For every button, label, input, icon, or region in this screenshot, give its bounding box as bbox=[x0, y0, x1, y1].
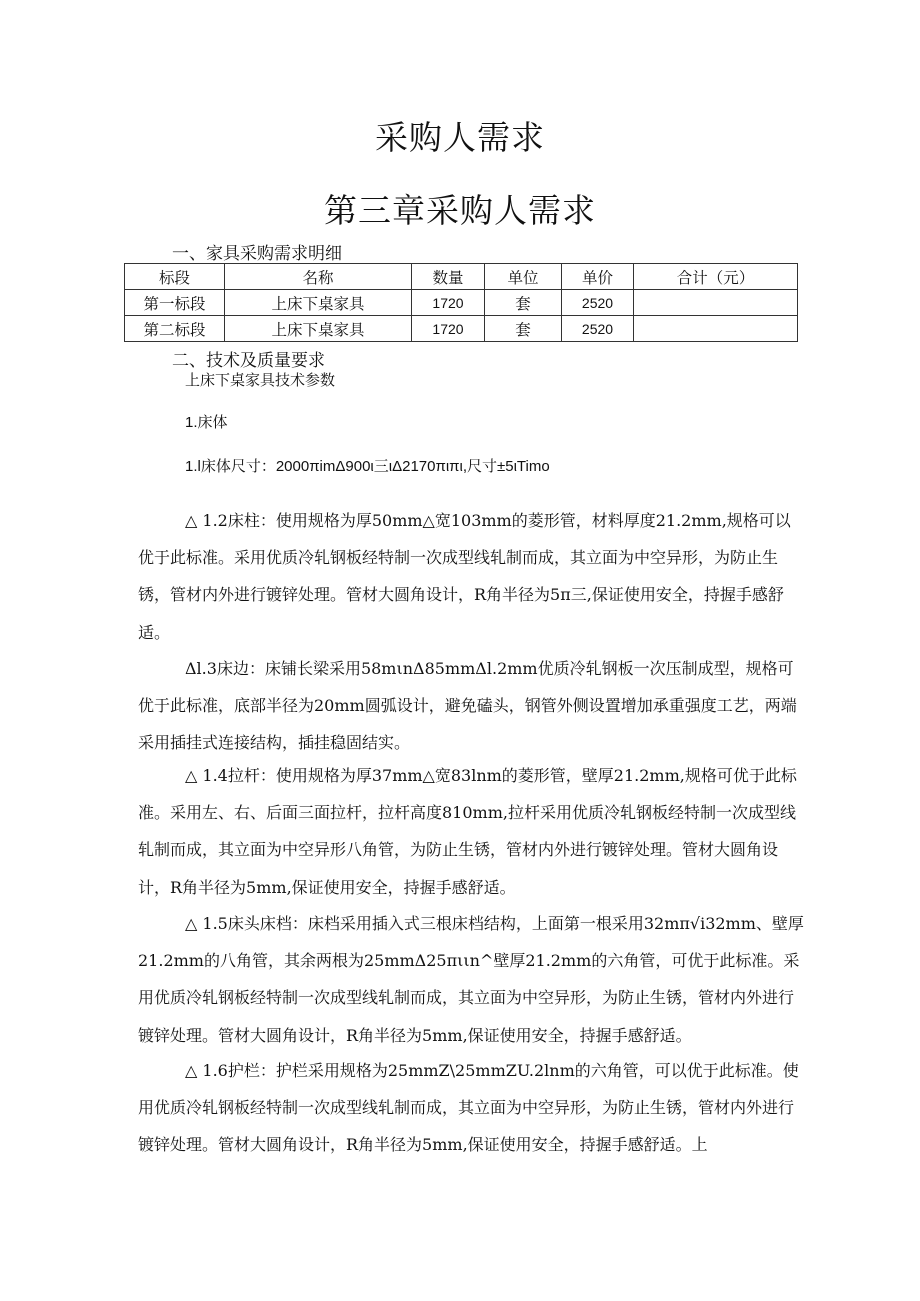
table-cell: 2520 bbox=[562, 290, 634, 316]
paragraph-guardrail: △ 1.6护栏：护栏采用规格为25mmZ\25mmZU.2lnm的六角管，可以优于此标准。使用优质冷轧钢板经特制一次成型线轧制而成，其立面为中空异形，为防止生锈，管材内外进行镀锌处理。管材大圆角设计，R角半径为5mm,保证使用安全，持握手感舒适。上 bbox=[138, 1061, 799, 1155]
table-cell: 第二标段 bbox=[125, 316, 225, 342]
table-header-cell: 名称 bbox=[225, 264, 412, 290]
table-cell: 上床下桌家具 bbox=[225, 316, 412, 342]
table-row bbox=[125, 290, 798, 316]
table-header-row bbox=[125, 264, 798, 290]
paragraph-bed-side: Δl.3床边：床铺长梁采用58mιnΔ85mmΔl.2mm优质冷轧钢板一次压制成型，规格可优于此标准，底部半径为20mm圆弧设计，避免磕头，钢管外侧设置增加承重强度工艺，两端采用插挂式连接结构，插挂稳固结实。 bbox=[138, 659, 797, 753]
requirements-table bbox=[124, 263, 798, 342]
table-cell: 2520 bbox=[562, 316, 634, 342]
paragraph-bed-post: △ 1.2床柱：使用规格为厚50mm△宽103mm的菱形管，材料厚度21.2mm,规格可以优于此标准。采用优质冷轧钢板经特制一次成型线轧制而成，其立面为中空异形，为防止生锈，管材内外进行镀锌处理。管材大圆角设计，R角半径为5π三,保证使用安全，持握手感舒适。 bbox=[138, 511, 791, 642]
item-bed-size: 1.l床体尺寸：2000πimΔ900ι三ιΔ2170πιπι,尺寸±5ιTimo bbox=[185, 458, 550, 475]
table-row bbox=[125, 316, 798, 342]
section-heading-1: 一、家具采购需求明细 bbox=[172, 244, 342, 264]
table-cell: 上床下桌家具 bbox=[225, 290, 412, 316]
table-cell: 第一标段 bbox=[125, 290, 225, 316]
table-header-cell: 单位 bbox=[485, 264, 562, 290]
chapter-title: 第三章采购人需求 bbox=[324, 191, 596, 230]
table-header-cell: 标段 bbox=[125, 264, 225, 290]
paragraph-headboard: △ 1.5床头床档：床档采用插入式三根床档结构，上面第一根采用32mπ√i32mm、壁厚21.2mm的八角管，其余两根为25mmΔ25πιιn^壁厚21.2mm的六角管，可优于此标准。采用优质冷轧钢板经特制一次成型线轧制而成，其立面为中空异形，为防止生锈，管材内外进行镀锌处理。管材大圆角设计，R角半径为5mm,保证使用安全，持握手感舒适。 bbox=[138, 914, 804, 1045]
section-heading-2: 二、技术及质量要求 bbox=[172, 351, 325, 371]
item-heading: 1.床体 bbox=[185, 414, 228, 431]
table-cell: 1720 bbox=[412, 316, 485, 342]
table-cell bbox=[634, 316, 798, 342]
document-title: 采购人需求 bbox=[375, 118, 545, 157]
table-header-cell: 合计（元） bbox=[634, 264, 798, 290]
subtitle: 上床下桌家具技术参数 bbox=[185, 371, 336, 389]
paragraph-tie-rod: △ 1.4拉杆：使用规格为厚37mm△宽83lnm的菱形管，壁厚21.2mm,规格可优于此标准。采用左、右、后面三面拉杆，拉杆高度810mm,拉杆采用优质冷轧钢板经特制一次成型线轧制而成，其立面为中空异形八角管，为防止生锈，管材内外进行镀锌处理。管材大圆角设计，R角半径为5mm,保证使用安全，持握手感舒适。 bbox=[138, 766, 797, 897]
table-header-cell: 数量 bbox=[412, 264, 485, 290]
table-cell: 1720 bbox=[412, 290, 485, 316]
table-cell: 套 bbox=[485, 316, 562, 342]
table-cell bbox=[634, 290, 798, 316]
table-header-cell: 单价 bbox=[562, 264, 634, 290]
table-cell: 套 bbox=[485, 290, 562, 316]
